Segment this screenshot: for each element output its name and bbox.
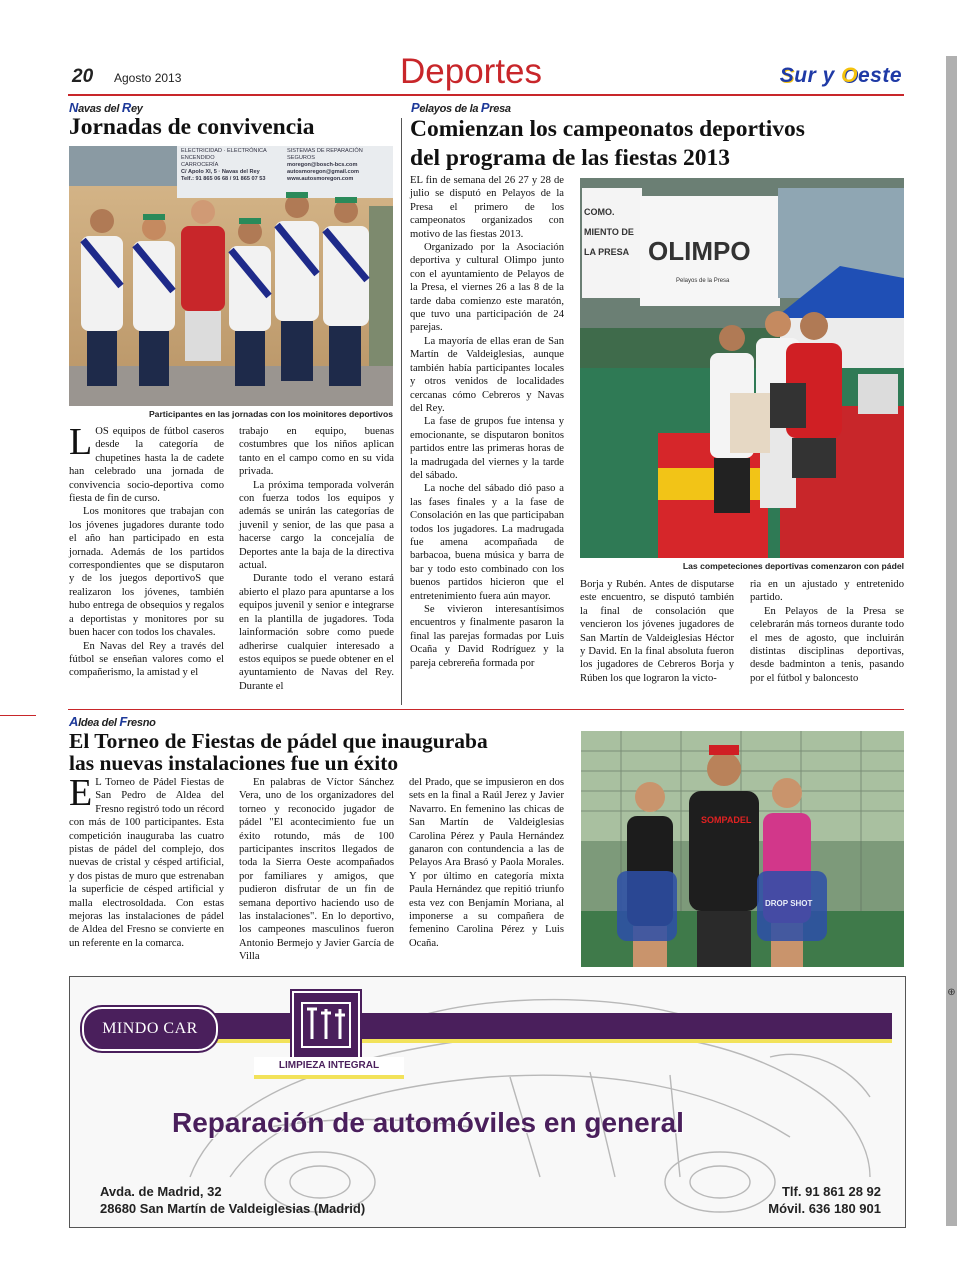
page-edge-bar <box>946 56 957 1226</box>
column-divider <box>401 118 402 705</box>
sign-line: autosmoregon@gmail.com <box>287 169 359 175</box>
photo-bag-text: DROP SHOT <box>765 899 813 908</box>
section-rule <box>68 709 904 710</box>
body-navas-col1 <box>69 421 224 680</box>
body-aldea-col1 <box>69 772 224 950</box>
paragraph: Borja y Rubén. Antes de disputarse este encuentro, se disputó también la final de consolación que vencieron los jóvenes jugadores de San Martín de Valdeiglesias Héctor y David. En la final absoluta fueron los jugadores de Cebreros Borja y Rúben los que lograron la victo- <box>580 579 734 684</box>
advert-brand: MINDO CAR <box>102 1020 198 1037</box>
kicker-text: resno <box>127 717 156 729</box>
page-header <box>68 52 904 96</box>
caption-navas: Participantes en las jornadas con los moinitores deportivos <box>148 409 393 419</box>
body-pelayos-col3 <box>750 578 904 685</box>
kicker-aldea <box>69 714 156 729</box>
kicker-text: resa <box>489 103 511 115</box>
headline-aldea <box>69 730 488 774</box>
sign-line: SISTEMAS DE REPARACIÓN <box>287 148 363 154</box>
kicker-text: elayos de la <box>419 103 481 115</box>
dropcap: E <box>69 772 93 814</box>
kicker-cap: A <box>69 714 79 729</box>
photo-navas-illustration <box>69 146 393 406</box>
margin-mark <box>0 715 36 716</box>
paragraph: Se vivieron interesantísimos encuentros y finalmente pasaron la final las parejas formadas por Luis Ocaña y David Rodríguez y la pareja cebrereña formada por <box>410 604 564 669</box>
body-aldea-col3 <box>409 776 564 950</box>
kicker-pelayos <box>411 100 511 115</box>
dropcap: L <box>69 421 93 463</box>
advert-mindo-car[interactable] <box>69 976 906 1228</box>
body-pelayos-col1 <box>410 174 564 670</box>
advert-phone: Tlf. 91 861 28 92 <box>781 1184 881 1199</box>
advert-service-strip <box>254 1057 404 1079</box>
advert-tagline: Reparación de automóviles en general <box>172 1107 684 1138</box>
brand-logo-ury: ur y <box>794 64 842 87</box>
paragraph: La próxima temporada volverán con fuerza todos los equipos y además se unirán las categorías de juvenil y senior, de las que pasa a hacerse cargo la concejalía de Deportes ante la baja de la directiva actual. <box>239 479 394 572</box>
advert-brand-badge <box>82 1007 218 1051</box>
photo-aldea-illustration <box>581 731 904 967</box>
headline-line: las nuevas instalaciones fue un éxito <box>69 751 399 775</box>
body-pelayos-col2 <box>580 578 734 685</box>
headline-pelayos <box>410 115 805 173</box>
photo-aldea-padel <box>581 731 904 967</box>
paragraph: EL fin de semana del 26 27 y 28 de julio se disputó en Pelayos de la Presa el primero de los campeonatos organizados con motivo de las fiestas 2013. <box>410 175 564 240</box>
sign-line: www.autosmoregon.com <box>287 176 354 182</box>
sign-line: moregon@bosch-bcs.com <box>287 162 358 168</box>
advert-phones <box>768 1183 881 1217</box>
brand-logo-o: O <box>841 64 858 87</box>
sign-line: C/ Apolo XI, 5 · Navas del Rey <box>181 169 260 175</box>
paragraph: del Prado, que se impusieron en dos sets en la final a Raúl Jerez y Javier Navarro. En femenino las chicas de San Martín de Valdeiglesias Carolina Pérez y Paula Hernández ganaron con contundencia a las de Pelayos Ara Brasó y Paola Morales. Y por último en categoría mixta Paula Hernández que repitió triunfo esta vez con Benjamín Moriana, al imponerse a su compañera de femenino Carolina Pérez y Luis Ocaña. <box>409 777 564 949</box>
kicker-cap: P <box>411 100 420 115</box>
paragraph: La noche del sábado dió paso a las fases finales y a la fase de Consolación en las que participaban todos los jugadores. La madrugada fue amena acompañada de barbacoa, buena música y barra de bar y todo esto combinado con los buenos partidos hicieron que el entretenimiento fuera aún mayor. <box>410 483 564 602</box>
brand-logo-este: este <box>857 64 902 87</box>
kicker-cap: P <box>480 100 490 115</box>
header-rule <box>68 94 904 96</box>
advert-mobile: Móvil. 636 180 901 <box>768 1201 881 1216</box>
kicker-text: ldea del <box>78 717 120 729</box>
paragraph: Los monitores que trabajan con los jóvenes jugadores durante todo el año han participado en esta jornada. Además de los partidos correspondientes que se disputaron y de los juegos deportivoS que realizaron los jóvenes, también hubo entrega de obsequios y regalos a deportistas y monitores por su buen hacer con todos los chavales. <box>69 506 224 639</box>
photo-banner-sub: Pelayos de la Presa <box>676 278 730 284</box>
paragraph: OS equipos de fútbol caseros desde la categoría de chupetines hasta la de cadete han celebrado una jornada de convivencia socio-deportiva como fiesta de fin de curso. <box>69 426 224 505</box>
tools-icon <box>294 993 358 1059</box>
photo-banner-brand: OLIMPO <box>648 236 751 266</box>
paragraph: La fase de grupos fue intensa y emocionante, se disputaron bonitos partidos entre las primeras horas de la madrugada del viernes y la tarde del sábado. <box>410 416 564 481</box>
advert-logo-box <box>292 991 360 1061</box>
advert-service: LIMPIEZA INTEGRAL <box>278 1060 380 1071</box>
paragraph: En Navas del Rey a través del fútbol se enseñan valores como el compañerismo, la amistad y el <box>69 640 224 679</box>
sign-line: ENCENDIDO <box>181 155 215 161</box>
photo-shirt-text: SOMPADEL <box>701 815 752 825</box>
brand-logo-s: S <box>779 64 795 87</box>
section-title: Deportes <box>400 52 543 91</box>
body-aldea-col2 <box>239 776 394 964</box>
headline-navas: Jornadas de convivencia <box>69 114 315 140</box>
brand-logo <box>780 64 902 88</box>
sign-line: SEGUROS <box>287 155 315 161</box>
kicker-text: avas del <box>78 103 122 115</box>
photo-navas-team <box>69 146 393 406</box>
photo-sign-right <box>287 148 363 183</box>
caption-pelayos: Las competeciones deportivas comenzaron con pádel <box>682 561 904 571</box>
headline-line: Comienzan los campeonatos deportivos <box>410 116 805 142</box>
paragraph: En palabras de Víctor Sánchez Vera, uno de los organizadores del torneo y reconocido jugador de pádel "El acontecimiento fue un éxito rotundo, más de 100 participantes inscritos llegados de toda la Sierra Oeste acompañados por familiares y amigos, que pudieron disfrutar de un fin de semana deportivo haciendo uso de las instalaciones". En lo deportivo, los campeones masculinos fueron Antonio Bermejo y Javier García de Villa <box>239 777 394 963</box>
paragraph: Durante todo el verano estará abierto el plazo para apuntarse a los equipos juvenil y senior e integrarse en la plantilla de jugadores. Toda lainformación sobre como puede adherirse cualquier interesado a estos equipos se puede obtener en el ayuntamiento de Navas del Rey. Durante el <box>239 573 394 692</box>
paragraph: La mayoría de ellas eran de San Martín de Valdeiglesias, aunque también había participantes locales y otros venidos de localidades cercanas cómo Cebreros y Navas del Rey. <box>410 335 564 414</box>
kicker-cap: N <box>69 100 79 115</box>
headline-line: del programa de las fiestas 2013 <box>410 145 731 171</box>
advert-address-line: Avda. de Madrid, 32 <box>100 1184 222 1199</box>
page-number: 20 <box>72 66 94 87</box>
photo-sign-left <box>181 148 267 183</box>
headline-line: El Torneo de Fiestas de pádel que inauguraba <box>69 729 488 753</box>
registration-mark-icon: ⊕ <box>947 987 956 998</box>
sign-line: Telf.: 91 865 06 68 / 91 865 07 53 <box>181 176 266 182</box>
paragraph: ria en un ajustado y entretenido partido. <box>750 579 904 604</box>
photo-banner-left: COMO. MIENTO DE LA PRESA <box>584 207 634 257</box>
paragraph: trabajo en equipo, buenas costumbres que los niños aplican tanto en el campo como en su vida privada. <box>239 426 394 478</box>
kicker-navas <box>69 100 143 115</box>
kicker-cap: R <box>121 100 131 115</box>
paragraph: Organizado por la Asociación deportiva y cultural Olimpo junto con el ayuntamiento de Pelayos de la Presa, el viernes 26 a las 8 de la tarde daba comienzo este maratón, que tuvo una participación de 24 parejas. <box>410 242 564 334</box>
paragraph: L Torneo de Pádel Fiestas de San Pedro de Aldea del Fresno registró todo un récord con más de 100 participantes. Esta competición inauguraba las cuatro pistas de pádel del complejo, dos nuevas de cristal y césped artificial, y dos pistas de muro que estrenaban la superficie de césped artificial y malla electrosoldada. Con estas mejoras las instalaciones de pádel de Aldea del Fresno se convierte en un referente en la comarca. <box>69 777 224 949</box>
paragraph: En Pelayos de la Presa se celebrarán más torneos durante todo el mes de agosto, que incluirán distintas disciplinas deportivas, desde badminton a tenis, pasando por el fútbol y baloncesto <box>750 605 904 684</box>
photo-pelayos-padel <box>580 178 904 558</box>
sign-line: CARROCERÍA <box>181 162 219 168</box>
body-navas-col2 <box>239 425 394 693</box>
page-date: Agosto 2013 <box>114 71 182 85</box>
sign-line: ELECTRICIDAD · ELECTRÓNICA <box>181 148 267 154</box>
kicker-cap: F <box>119 714 128 729</box>
kicker-text: ey <box>130 103 143 115</box>
advert-address <box>100 1183 365 1217</box>
advert-address-line: 28680 San Martín de Valdeiglesias (Madrid) <box>100 1201 366 1216</box>
